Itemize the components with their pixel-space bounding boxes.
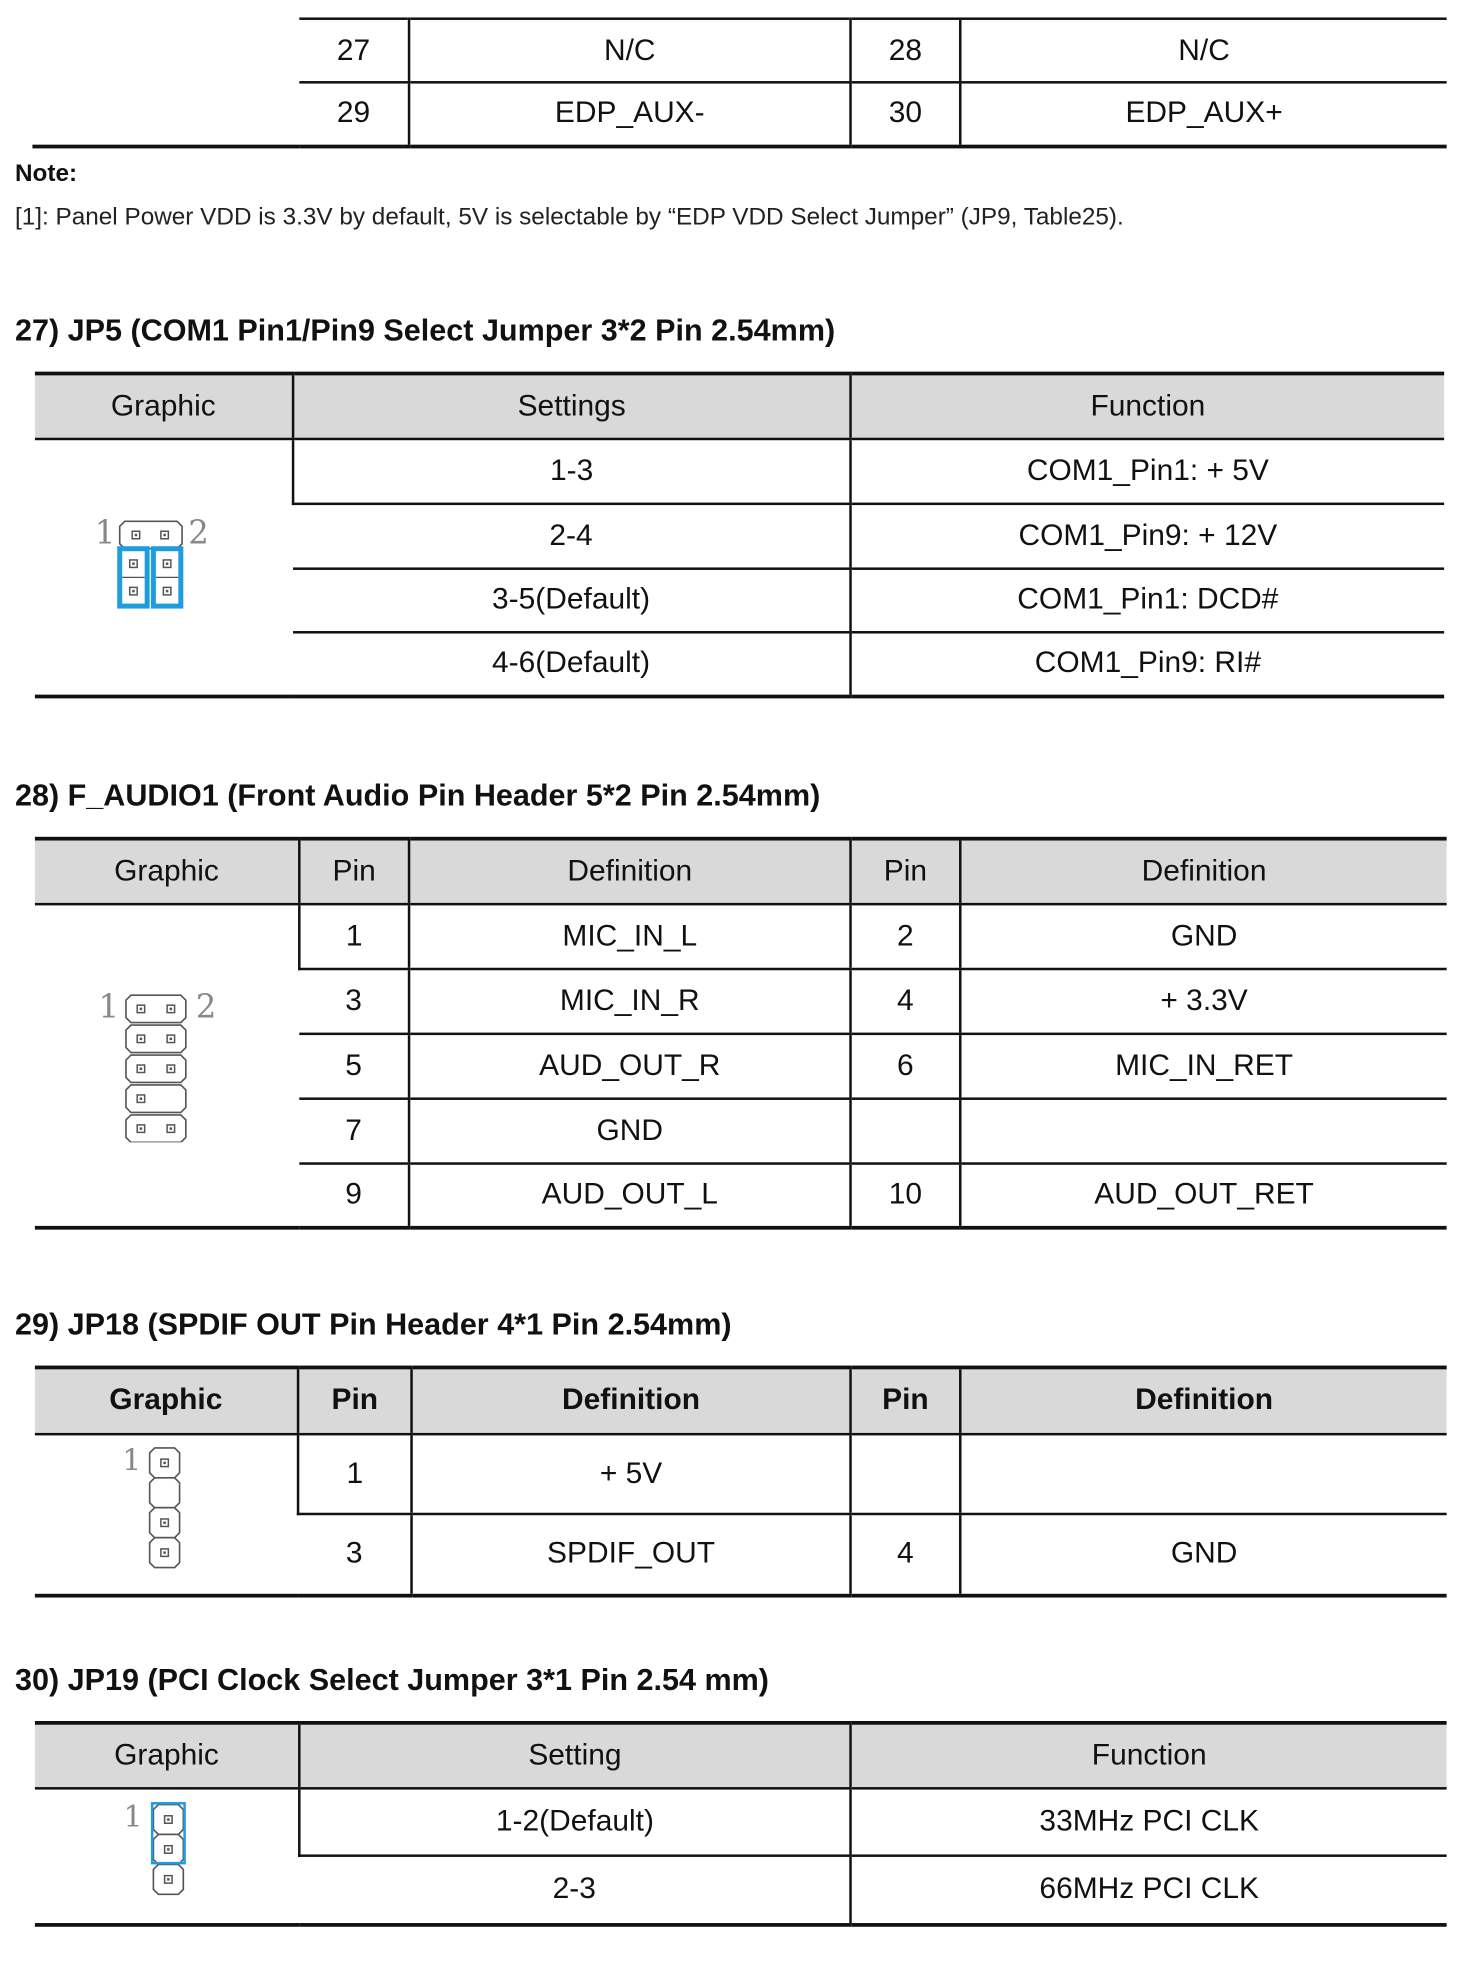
pin-cell: 30 [851, 82, 961, 146]
table-cell: 1-3 [293, 438, 850, 503]
table-cell: GND [960, 904, 1446, 969]
column-header: Setting [299, 1723, 850, 1788]
table-cell [851, 1434, 961, 1514]
table-cell: 4 [851, 1514, 961, 1595]
table-cell: 2 [851, 904, 961, 969]
pin-label: 2 [195, 987, 216, 1026]
table-cell: + 5V [412, 1434, 851, 1514]
pin-label: 2 [188, 514, 209, 553]
jumper-graphic-icon [95, 507, 232, 628]
table-cell: 1-2(Default) [299, 1788, 850, 1856]
table-cell: 2-3 [299, 1856, 850, 1924]
table-cell: 1 [298, 1434, 411, 1514]
table-cell: 3-5(Default) [293, 568, 850, 632]
section-heading-jp5: 27) JP5 (COM1 Pin1/Pin9 Select Jumper 3*2 Pin 2.54mm) [14, 314, 836, 348]
column-header: Definition [960, 839, 1446, 904]
column-header: Definition [960, 1367, 1446, 1433]
table-cell: 1 [299, 904, 409, 969]
pin-cell: 27 [299, 19, 409, 83]
table-cell: 66MHz PCI CLK [851, 1856, 1447, 1924]
header-row [35, 1367, 1447, 1433]
graphic-cell [35, 1434, 298, 1595]
table-cell: 3 [298, 1514, 411, 1595]
table-cell: 6 [851, 1033, 961, 1098]
header-row [35, 839, 1447, 904]
edp-pin-table-continued [299, 17, 1446, 147]
graphic-cell [35, 438, 293, 696]
table-cell [960, 1098, 1446, 1163]
table-cell: 4-6(Default) [293, 632, 850, 697]
table-cell: MIC_IN_RET [960, 1033, 1446, 1098]
column-header: Pin [299, 839, 409, 904]
definition-cell: N/C [409, 19, 850, 83]
column-header: Definition [412, 1367, 851, 1433]
table-cell: MIC_IN_R [409, 968, 850, 1033]
definition-cell: N/C [960, 19, 1446, 83]
table-cell: AUD_OUT_L [409, 1163, 850, 1228]
table-cell [960, 1434, 1446, 1514]
column-header: Function [851, 1723, 1447, 1788]
divider [32, 145, 299, 149]
pin-label: 1 [97, 987, 119, 1026]
table-cell: COM1_Pin9: RI# [850, 632, 1444, 697]
note-text: [1]: Panel Power VDD is 3.3V by default, 5V is selectable by “EDP VDD Select Jumper” (JP9, Table25). [14, 203, 1124, 231]
definition-cell: EDP_AUX- [409, 82, 850, 146]
table-row [35, 438, 1444, 503]
section-heading-jp18: 29) JP18 (SPDIF OUT Pin Header 4*1 Pin 2.54mm) [14, 1308, 732, 1342]
table-cell: COM1_Pin9: + 12V [850, 503, 1444, 568]
jp19-table [35, 1721, 1447, 1926]
column-header: Settings [293, 374, 850, 439]
column-header: Graphic [35, 1367, 298, 1433]
table-cell: AUD_OUT_R [409, 1033, 850, 1098]
pin-label: 1 [122, 1799, 142, 1835]
pin-label: 1 [122, 1442, 142, 1478]
table-cell: GND [409, 1098, 850, 1163]
section-heading-jp19: 30) JP19 (PCI Clock Select Jumper 3*1 Pin 2.54 mm) [14, 1663, 769, 1698]
table-cell [851, 1098, 961, 1163]
column-header: Graphic [35, 839, 299, 904]
graphic-cell [35, 904, 299, 1228]
table-row [35, 904, 1447, 969]
table-cell: 33MHz PCI CLK [851, 1788, 1447, 1856]
table-cell: AUD_OUT_RET [960, 1163, 1446, 1228]
column-header: Definition [409, 839, 850, 904]
table-row [299, 19, 1446, 83]
table-cell: GND [960, 1514, 1446, 1595]
section-heading-f-audio1: 28) F_AUDIO1 (Front Audio Pin Header 5*2 Pin 2.54mm) [14, 779, 821, 814]
table-cell: 10 [851, 1163, 961, 1228]
column-header: Pin [851, 839, 961, 904]
pin-cell: 29 [299, 82, 409, 146]
table-row [35, 1434, 1447, 1514]
column-header: Function [850, 374, 1444, 439]
jp18-table [35, 1366, 1447, 1597]
table-row [35, 1788, 1447, 1856]
definition-cell: EDP_AUX+ [960, 82, 1446, 146]
jumper-graphic-icon [123, 1789, 210, 1922]
table-cell: COM1_Pin1: + 5V [850, 438, 1444, 503]
table-cell: MIC_IN_L [409, 904, 850, 969]
column-header: Graphic [35, 1723, 299, 1788]
note-label: Note: [14, 159, 78, 188]
graphic-cell [35, 1788, 299, 1925]
table-cell: 7 [299, 1098, 409, 1163]
jumper-graphic-icon [98, 980, 235, 1151]
column-header: Graphic [35, 374, 293, 439]
jp5-table [35, 372, 1444, 699]
header-row [35, 1723, 1447, 1788]
pin-label: 1 [94, 514, 116, 553]
table-cell: SPDIF_OUT [412, 1514, 851, 1595]
table-row [299, 82, 1446, 146]
header-row [35, 374, 1444, 439]
table-cell: 5 [299, 1033, 409, 1098]
f-audio1-table [35, 837, 1447, 1230]
column-header: Pin [298, 1367, 411, 1433]
table-cell: 9 [299, 1163, 409, 1228]
table-cell: 4 [851, 968, 961, 1033]
table-cell: 2-4 [293, 503, 850, 568]
jumper-graphic-icon [122, 1435, 209, 1593]
table-cell: 3 [299, 968, 409, 1033]
table-cell: COM1_Pin1: DCD# [850, 568, 1444, 632]
column-header: Pin [851, 1367, 961, 1433]
pin-cell: 28 [851, 19, 961, 83]
table-cell: + 3.3V [960, 968, 1446, 1033]
